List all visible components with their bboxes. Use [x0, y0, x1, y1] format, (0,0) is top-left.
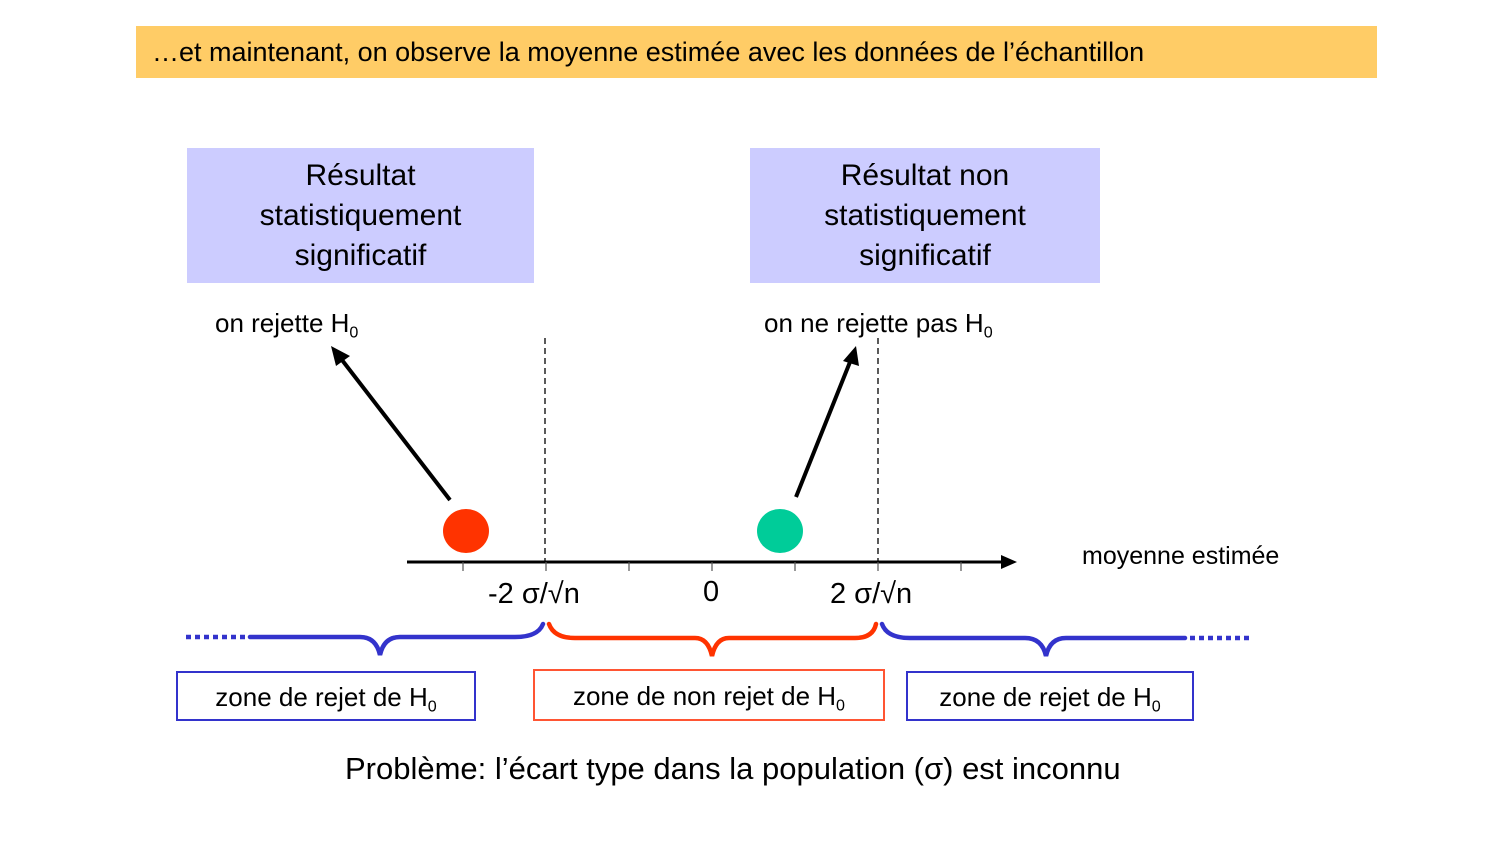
axis-arrowhead-icon [1001, 555, 1017, 569]
middle-non-rejection-brace [549, 624, 876, 656]
tick-label-zero: 0 [703, 576, 720, 608]
not-reject-h0-label: on ne rejette pas $H_0$ [764, 308, 993, 342]
zone-rejection-left: zone de rejet de $H_0$ [176, 671, 476, 721]
observed-mean-red-dot [443, 509, 489, 553]
tick-label-plus-2-sigma: 2 σ/√n [830, 578, 913, 610]
header-text: …et maintenant, on observe la moyenne estimée avec les données de l’échantillon [152, 37, 1145, 67]
significant-line-2: statistiquement [259, 199, 462, 232]
axis-title: moyenne estimée [1082, 542, 1280, 570]
right-rejection-brace [882, 624, 1185, 656]
not-significant-line-1: Résultat non [840, 159, 1010, 192]
significant-line-1: Résultat [305, 159, 416, 192]
problem-statement: Problème: l’écart type dans la population (σ) est inconnu [345, 751, 1121, 786]
tick-label-minus-2-sigma: -2 σ/√n [488, 578, 580, 610]
zone-non-rejection: zone de non rejet de $H_0$ [533, 669, 885, 721]
not-significant-line-3: significatif [859, 239, 991, 272]
left-rejection-brace [250, 624, 543, 655]
arrow-significant [331, 346, 450, 500]
x-axis [407, 555, 1017, 571]
observed-mean-green-dot [757, 509, 803, 553]
arrow-not-significant [796, 346, 859, 497]
not-significant-line-2: statistiquement [824, 199, 1026, 232]
significant-line-3: significatif [294, 239, 427, 272]
zone-rejection-right: zone de rejet de $H_0$ [906, 671, 1194, 721]
reject-h0-label: on rejette $H_0$ [215, 308, 359, 342]
